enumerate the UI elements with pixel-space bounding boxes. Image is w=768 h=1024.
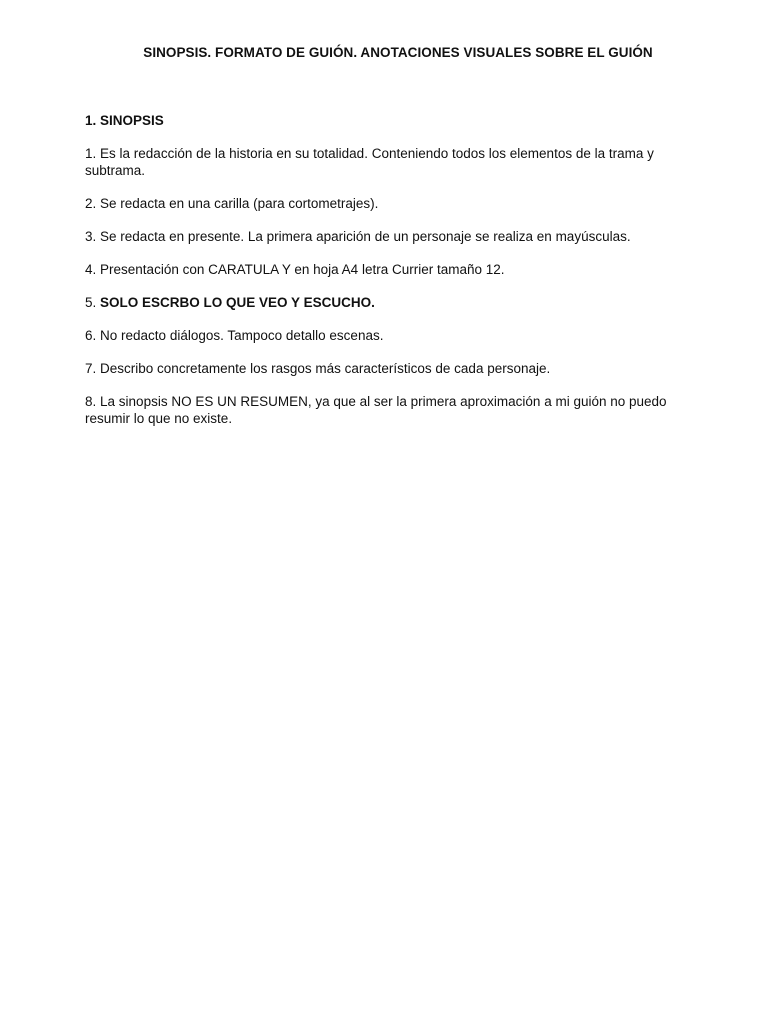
list-item-8 (85, 393, 685, 427)
item-text: Describo concretamente los rasgos más característicos de cada personaje. (100, 361, 551, 376)
item-text: SOLO ESCRBO LO QUE VEO Y ESCUCHO. (100, 295, 375, 310)
list-item-6 (85, 327, 685, 344)
list-item-7 (85, 360, 685, 377)
list-item-5 (85, 294, 685, 311)
item-number: 8. (85, 394, 97, 409)
document-body (85, 112, 685, 443)
item-number: 2. (85, 196, 97, 211)
item-text: La sinopsis NO ES UN RESUMEN, ya que al ser la primera aproximación a mi guión no puedo resumir lo que no existe. (85, 394, 667, 426)
item-text: No redacto diálogos. Tampoco detallo escenas. (100, 328, 384, 343)
item-text: Se redacta en una carilla (para cortometrajes). (100, 196, 379, 211)
list-item-4 (85, 261, 685, 278)
document-title: SINOPSIS. FORMATO DE GUIÓN. ANOTACIONES VISUALES SOBRE EL GUIÓN (143, 45, 653, 60)
item-number: 6. (85, 328, 97, 343)
list-item-3 (85, 228, 685, 245)
item-number: 1. (85, 146, 97, 161)
list-item-2 (85, 195, 685, 212)
item-number: 7. (85, 361, 97, 376)
section-heading: 1. SINOPSIS (85, 113, 164, 128)
item-text: Es la redacción de la historia en su totalidad. Conteniendo todos los elementos de la trama y subtrama. (85, 146, 654, 178)
item-text: Presentación con CARATULA Y en hoja A4 letra Currier tamaño 12. (100, 262, 505, 277)
item-number: 4. (85, 262, 97, 277)
item-number: 5. (85, 295, 97, 310)
item-number: 3. (85, 229, 97, 244)
list-item-1 (85, 145, 685, 179)
item-text: Se redacta en presente. La primera aparición de un personaje se realiza en mayúsculas. (100, 229, 631, 244)
